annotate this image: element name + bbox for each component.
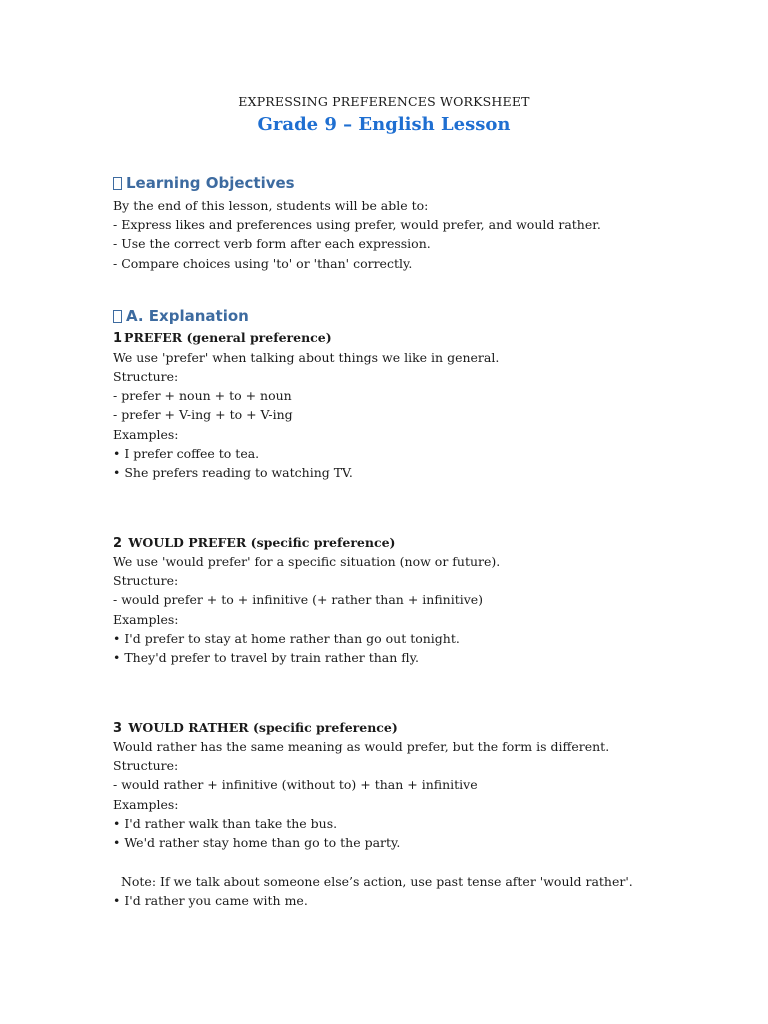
section-line: • I'd prefer to stay at home rather than go out tonight. bbox=[113, 631, 460, 646]
note-example: • I'd rather you came with me. bbox=[113, 893, 308, 908]
page-title: Grade 9 – English Lesson bbox=[257, 114, 511, 135]
section-line: - would prefer + to + infinitive (+ rather than + infinitive) bbox=[113, 592, 484, 607]
explanation-heading bbox=[113, 307, 249, 325]
section-heading-prefer bbox=[113, 330, 332, 346]
section-line: Structure: bbox=[113, 758, 179, 773]
section-line: • They'd prefer to travel by train rather than fly. bbox=[113, 650, 419, 665]
section-line: • We'd rather stay home than go to the party. bbox=[113, 835, 401, 850]
section-line: Structure: bbox=[113, 573, 179, 588]
box-glyph-icon bbox=[113, 177, 122, 190]
section-line: • I'd rather walk than take the bus. bbox=[113, 816, 338, 831]
section-heading-would-prefer bbox=[113, 535, 395, 551]
objectives-line: - Compare choices using 'to' or 'than' correctly. bbox=[113, 256, 413, 271]
section-title: WOULD PREFER (specific preference) bbox=[124, 535, 396, 550]
section-line: Examples: bbox=[113, 427, 179, 442]
section-heading-would-rather bbox=[113, 720, 398, 736]
objectives-heading-text: Learning Objectives bbox=[126, 174, 295, 192]
section-title: WOULD RATHER (specific preference) bbox=[124, 720, 398, 735]
section-line: Examples: bbox=[113, 612, 179, 627]
box-glyph-icon bbox=[113, 310, 122, 323]
worksheet-subtitle: EXPRESSING PREFERENCES WORKSHEET bbox=[238, 94, 530, 109]
objectives-heading bbox=[113, 174, 295, 192]
section-line: • I prefer coffee to tea. bbox=[113, 446, 260, 461]
section-number: 2 bbox=[113, 536, 123, 551]
section-number: 1 bbox=[113, 331, 123, 346]
section-line: Structure: bbox=[113, 369, 179, 384]
section-line: - would rather + infinitive (without to) + than + infinitive bbox=[113, 777, 478, 792]
section-line: • She prefers reading to watching TV. bbox=[113, 465, 353, 480]
section-line: Examples: bbox=[113, 797, 179, 812]
section-number: 3 bbox=[113, 721, 123, 736]
note-text: Note: If we talk about someone else’s action, use past tense after 'would rather'. bbox=[113, 874, 633, 889]
section-line: - prefer + noun + to + noun bbox=[113, 388, 292, 403]
section-title: PREFER (general preference) bbox=[124, 330, 332, 345]
objectives-line: - Express likes and preferences using prefer, would prefer, and would rather. bbox=[113, 217, 601, 232]
section-line: Would rather has the same meaning as would prefer, but the form is different. bbox=[113, 739, 610, 754]
explanation-heading-text: A. Explanation bbox=[126, 307, 249, 325]
section-line: We use 'prefer' when talking about things we like in general. bbox=[113, 350, 500, 365]
objectives-line: - Use the correct verb form after each expression. bbox=[113, 236, 431, 251]
section-line: We use 'would prefer' for a specific situation (now or future). bbox=[113, 554, 501, 569]
objectives-line: By the end of this lesson, students will be able to: bbox=[113, 198, 429, 213]
section-line: - prefer + V-ing + to + V-ing bbox=[113, 407, 293, 422]
